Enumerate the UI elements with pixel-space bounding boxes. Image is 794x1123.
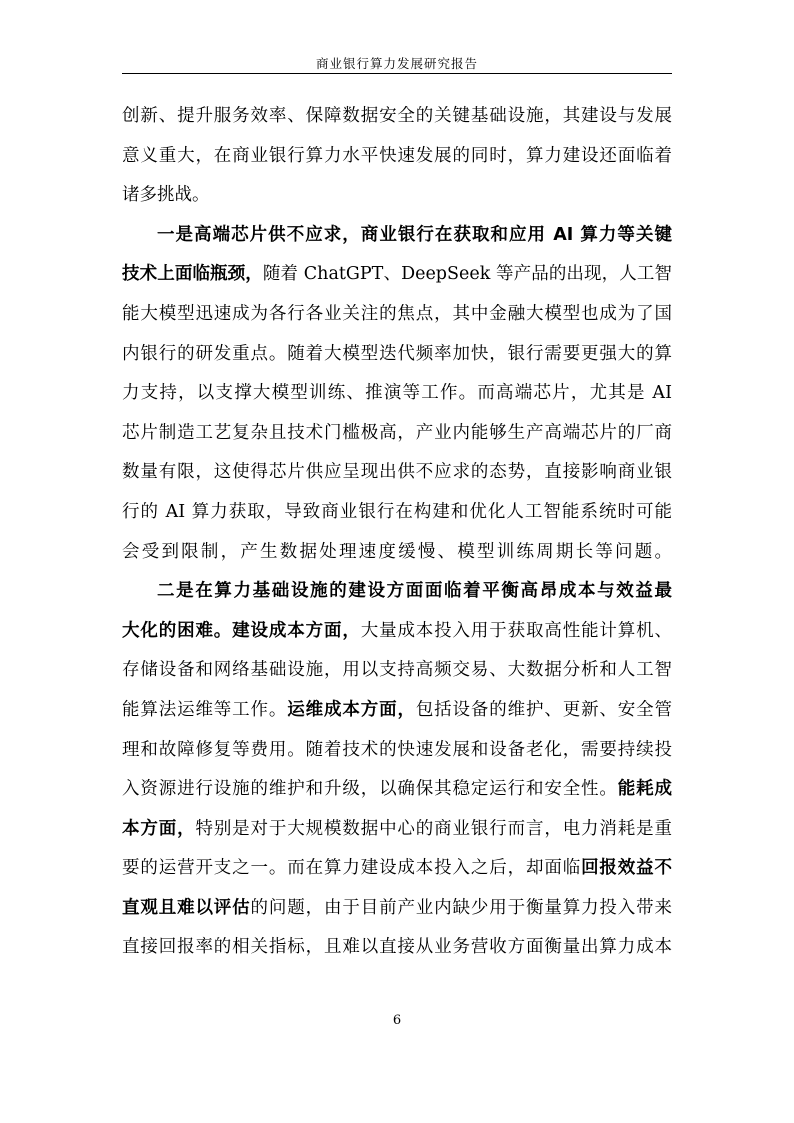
text-run: 芯片制造工艺复杂且技术门槛极高，产业内能够生产高端芯片的厂商 [122,422,672,443]
text-run: 行的 AI 算力获取，导致商业银行在构建和优化人工智能系统时可能 [122,501,672,522]
text-run: 包括设备的维护、更新、安全管 [415,699,673,720]
bold-run: 一是高端芯片供不应求，商业银行在获取和应用 AI 算力等关键 [157,224,672,245]
text-run: 意义重大，在商业银行算力水平快速发展的同时，算力建设还面临着 [122,145,672,166]
text-run: 存储设备和网络基础设施，用以支持高频交易、大数据分析和人工智 [122,660,672,681]
bold-run: 能耗成 [617,779,673,800]
text-line [122,572,672,612]
text-line [122,612,672,652]
text-line [122,770,672,810]
text-line [122,453,672,493]
text-run: 数量有限，这使得芯片供应呈现出供不应求的态势，直接影响商业银 [122,462,672,483]
paragraph [122,572,672,968]
paragraph [122,216,672,572]
text-run: 诸多挑战。 [122,185,210,206]
bold-run: 大化的困难。建设成本方面， [122,620,361,641]
text-line [122,216,672,256]
bold-run: 二是在算力基础设施的建设方面面临着平衡高昂成本与效益最 [157,581,672,602]
text-run: 随着 ChatGPT、DeepSeek 等产品的出现，人工智 [262,264,672,285]
text-run: 内银行的研发重点。随着大模型迭代频率加快，银行需要更强大的算 [122,343,672,364]
text-line [122,849,672,889]
text-line [122,97,672,137]
running-header: 商业银行算力发展研究报告 [315,56,478,71]
bold-run: 技术上面临瓶颈， [122,264,263,285]
bold-run: 本方面， [122,818,196,839]
text-line [122,335,672,375]
bold-run: 直观且难以评估 [122,897,251,918]
bold-run: 运维成本方面， [287,699,416,720]
text-line [122,928,672,968]
text-run: 能算法运维等工作。 [122,699,288,720]
text-run: 的问题，由于目前产业内缺少用于衡量算力投入带来 [250,897,673,918]
header-rule [122,73,672,74]
text-run: 创新、提升服务效率、保障数据安全的关键基础设施，其建设与发展 [122,106,672,126]
page-number: 6 [392,1013,402,1028]
text-line [122,137,672,177]
text-run: 要的运营开支之一。而在算力建设成本投入之后，却面临 [122,858,582,879]
text-line [122,810,672,850]
bold-run: 回报效益不 [581,858,673,879]
text-line [122,731,672,771]
text-line [122,533,672,573]
text-line [122,691,672,731]
text-line [122,176,672,216]
text-line [122,295,672,335]
text-line [122,255,672,295]
text-line [122,493,672,533]
text-run: 大量成本投入用于获取高性能计算机、 [360,620,673,641]
text-run: 特别是对于大规模数据中心的商业银行而言，电力消耗是重 [195,818,673,839]
text-run: 力支持，以支撑大模型训练、推演等工作。而高端芯片，尤其是 AI [122,383,672,404]
text-run: 理和故障修复等费用。随着技术的快速发展和设备老化，需要持续投 [122,739,672,760]
text-line [122,651,672,691]
text-line [122,414,672,454]
text-run: 入资源进行设施的维护和升级，以确保其稳定运行和安全性。 [122,779,618,800]
text-line [122,889,672,929]
paragraph [122,97,672,216]
text-run: 能大模型迅速成为各行各业关注的焦点，其中金融大模型也成为了国 [122,303,672,324]
body-text [122,97,672,968]
text-run: 直接回报率的相关指标，且难以直接从业务营收方面衡量出算力成本 [122,937,672,958]
text-run: 会受到限制，产生数据处理速度缓慢、模型训练周期长等问题。 [122,541,672,562]
text-line [122,374,672,414]
